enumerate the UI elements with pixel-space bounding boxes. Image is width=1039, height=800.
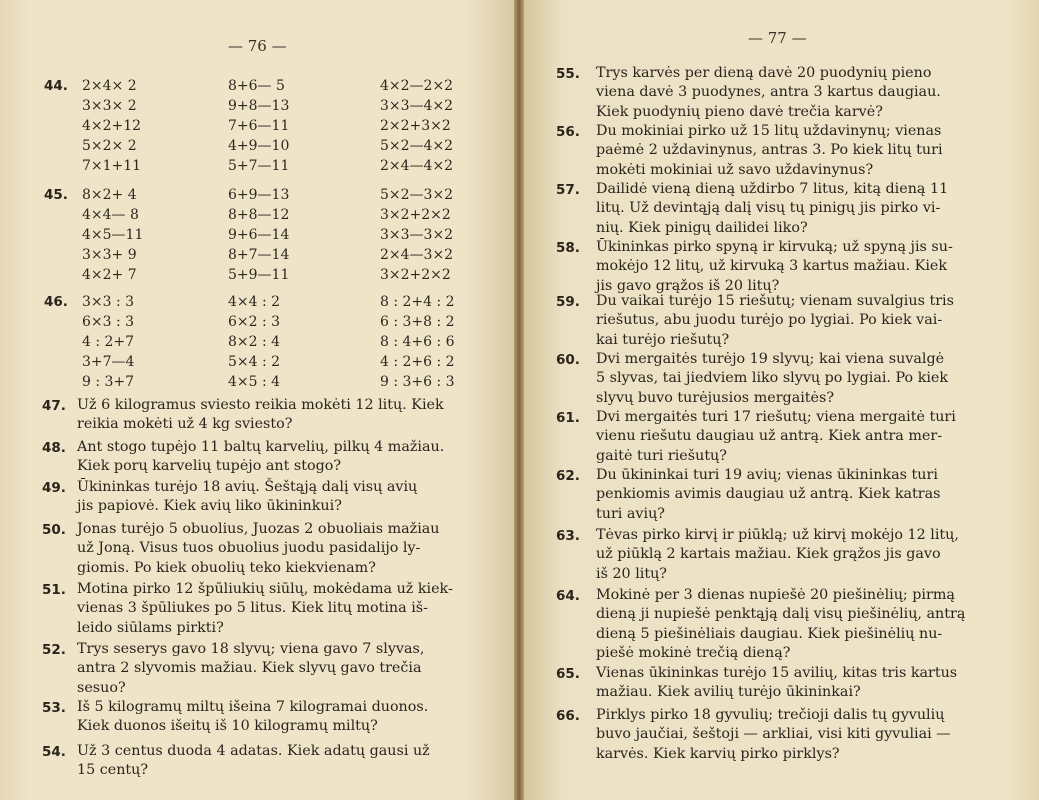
problem-text — [596, 122, 996, 180]
problem-text — [596, 586, 996, 664]
expression: 9 : 3+7 — [82, 374, 135, 390]
expression: 8+8—12 — [228, 207, 290, 223]
expression: 6×2 : 3 — [228, 314, 281, 330]
problem-line: vienas 3 špūliukes po 5 litus. Kiek litų motina iš- — [77, 600, 428, 617]
expression: 5×2—3×2 — [380, 187, 454, 203]
problem-line: Du ūkininkai turi 19 avių; vienas ūkininkas turi — [596, 467, 938, 483]
problem-line: mokėjo 12 litų, už kirvuką 3 kartus mažiau. Kiek — [596, 258, 948, 275]
problem-text — [77, 438, 477, 477]
problem-line: piešė mokinė trečią dieną? — [596, 645, 791, 662]
problem-line: giomis. Po kiek obuolių teko kiekvienam? — [77, 559, 376, 576]
problem-text — [596, 292, 996, 350]
problem-line: Kiek porų karvelių tupėjo ant stogo? — [77, 458, 342, 475]
problem-text — [596, 180, 996, 238]
expression: 4×2—2×2 — [380, 78, 454, 94]
expression: 6 : 3+8 : 2 — [380, 314, 455, 330]
expression: 8×2+ 4 — [82, 187, 137, 203]
problem-text — [596, 526, 996, 584]
expression: 9+8—13 — [228, 98, 290, 114]
problem-number: 65. — [556, 666, 580, 682]
problem-number: 57. — [556, 182, 580, 198]
exercise-number: 46. — [44, 294, 68, 310]
problem-line: nių. Kiek pinigų dailidei liko? — [596, 219, 808, 236]
problem-line: Du mokiniai pirko už 15 litų uždavinynų; vienas — [596, 123, 942, 139]
problem-number: 64. — [556, 588, 580, 604]
problem-line: Trys seserys gavo 18 slyvų; viena gavo 7 slyvas, — [77, 641, 425, 657]
problem-text — [596, 238, 996, 296]
expression: 8+7—14 — [228, 247, 290, 263]
problem-line: Jonas turėjo 5 obuolius, Juozas 2 obuoliais mažiau — [77, 521, 440, 537]
problem-line: iš 20 litų? — [596, 565, 667, 582]
problem-line: kai turėjo riešutų? — [596, 331, 730, 348]
problem-line: Mokinė per 3 dienas nupiešė 20 piešinėlių; pirmą — [596, 587, 955, 603]
problem-line: Už 6 kilogramus sviesto reikia mokėti 12 litų. Kiek — [77, 397, 444, 413]
problem-line: Kiek duonos išeitų iš 10 kilogramų miltų? — [77, 718, 378, 735]
expression: 4×4— 8 — [82, 207, 139, 223]
expression: 9 : 3+6 : 3 — [380, 374, 455, 390]
problem-line: mokėti mokiniai už savo uždavinynus? — [596, 161, 874, 178]
problem-line: Kiek puodynių pieno davė trečia karvė? — [596, 103, 883, 120]
problem-line: dieną ji nupiešė penktąją dalį visų piešinėlių, antrą — [596, 606, 966, 623]
exercise-number: 44. — [44, 78, 68, 94]
right-page-number: — 77 — — [748, 29, 807, 47]
problem-line: Trys karvės per dieną davė 20 puodynių pieno — [596, 65, 932, 81]
expression: 4+9—10 — [228, 138, 290, 154]
problem-text — [77, 742, 477, 781]
problem-line: penkiomis avimis daugiau už antrą. Kiek katras — [596, 486, 941, 503]
expression: 2×2+3×2 — [380, 118, 451, 134]
problem-line: antra 2 slyvomis mažiau. Kiek slyvų gavo trečia — [77, 660, 422, 677]
problem-text — [596, 408, 996, 466]
expression: 3×3—3×2 — [380, 227, 454, 243]
expression: 5×4 : 2 — [228, 354, 281, 370]
problem-line: dieną 5 piešinėliais daugiau. Kiek piešinėlių nu- — [596, 625, 943, 642]
expression: 7×1+11 — [82, 158, 142, 174]
problem-text — [77, 396, 477, 435]
problem-line: jis gavo grąžos iš 20 litų? — [596, 277, 780, 294]
problem-line: reikia mokėti už 4 kg sviesto? — [77, 416, 293, 433]
expression: 3+7—4 — [82, 354, 135, 370]
expression: 4×4 : 2 — [228, 294, 281, 310]
problem-text — [596, 64, 996, 122]
problem-number: 63. — [556, 528, 580, 544]
problem-line: riešutus, abu juodu turėjo po lygiai. Po kiek vai- — [596, 312, 943, 329]
expression: 4 : 2+7 — [82, 334, 135, 350]
problem-line: Vienas ūkininkas turėjo 15 avilių, kitas tris kartus — [596, 665, 958, 681]
expression: 4×5—11 — [82, 227, 144, 243]
problem-line: jis papiovė. Kiek avių liko ūkininkui? — [77, 498, 342, 515]
problem-number: 48. — [42, 440, 66, 456]
problem-line: už piūklą 2 kartais mažiau. Kiek grąžos jis gavo — [596, 546, 941, 563]
expression: 2×4—4×2 — [380, 158, 454, 174]
problem-line: vienu riešutu daugiau už antrą. Kiek antra mer- — [596, 428, 943, 445]
problem-number: 50. — [42, 522, 66, 538]
left-page-number: — 76 — — [228, 37, 287, 55]
problem-line: Tėvas pirko kirvį ir piūklą; už kirvį mokėjo 12 litų, — [596, 527, 959, 543]
problem-number: 62. — [556, 468, 580, 484]
expression: 4 : 2+6 : 2 — [380, 354, 455, 370]
problem-text — [77, 478, 477, 517]
problem-line: viena davė 3 puodynes, antra 3 kartus daugiau. — [596, 84, 941, 101]
problem-line: litų. Už devintąją dalį visų tų pinigų jis pirko vi- — [596, 200, 941, 217]
expression: 4×2+ 7 — [82, 267, 137, 283]
exercise-number: 45. — [44, 187, 68, 203]
expression: 4×2+12 — [82, 118, 142, 134]
expression: 2×4—3×2 — [380, 247, 454, 263]
problem-number: 53. — [42, 700, 66, 716]
problem-line: Už 3 centus duoda 4 adatas. Kiek adatų gausi už — [77, 743, 430, 759]
problem-line: Ūkininkas pirko spyną ir kirvuką; už spyną jis su- — [596, 239, 953, 255]
problem-line: Pirklys pirko 18 gyvulių; trečioji dalis tų gyvulių — [596, 707, 945, 723]
problem-number: 51. — [42, 582, 66, 598]
problem-line: už Joną. Visus tuos obuolius juodu pasidalijo ly- — [77, 540, 421, 557]
expression: 4×5 : 4 — [228, 374, 281, 390]
problem-number: 58. — [556, 240, 580, 256]
problem-number: 60. — [556, 352, 580, 368]
problem-text — [596, 350, 996, 408]
problem-line: mažiau. Kiek avilių turėjo ūkininkai? — [596, 684, 861, 701]
problem-number: 54. — [42, 744, 66, 760]
expression: 5×2× 2 — [82, 138, 137, 154]
expression: 3×3 : 3 — [82, 294, 135, 310]
problem-text — [77, 520, 477, 578]
problem-line: gaitė turi riešutų? — [596, 447, 727, 464]
expression: 5+9—11 — [228, 267, 290, 283]
book-gutter — [514, 0, 524, 800]
expression: 5+7—11 — [228, 158, 290, 174]
problem-line: buvo jaučiai, šeštoji — arkliai, visi kiti gyvuliai — — [596, 726, 951, 743]
problem-number: 55. — [556, 66, 580, 82]
problem-line: turi avių? — [596, 505, 665, 522]
expression: 9+6—14 — [228, 227, 290, 243]
expression: 8 : 4+6 : 6 — [380, 334, 455, 350]
expression: 6+9—13 — [228, 187, 290, 203]
problem-line: sesuo? — [77, 679, 126, 696]
problem-line: karvės. Kiek karvių pirko pirklys? — [596, 745, 840, 762]
problem-line: Iš 5 kilogramų miltų išeina 7 kilogramai duonos. — [77, 699, 429, 715]
expression: 8+6— 5 — [228, 78, 285, 94]
problem-line: Dailidė vieną dieną uždirbo 7 litus, kitą dieną 11 — [596, 181, 949, 197]
problem-line: leido siūlams pirkti? — [77, 619, 224, 636]
expression: 8 : 2+4 : 2 — [380, 294, 455, 310]
problem-text — [596, 466, 996, 524]
problem-line: Ant stogo tupėjo 11 baltų karvelių, pilkų 4 mažiau. — [77, 439, 445, 455]
problem-number: 66. — [556, 708, 580, 724]
expression: 3×3× 2 — [82, 98, 137, 114]
expression: 3×3+ 9 — [82, 247, 137, 263]
problem-text — [596, 664, 996, 703]
problem-text — [77, 640, 477, 698]
problem-text — [77, 698, 477, 737]
problem-line: 15 centų? — [77, 762, 149, 779]
expression: 3×2+2×2 — [380, 207, 451, 223]
expression: 8×2 : 4 — [228, 334, 281, 350]
problem-number: 49. — [42, 480, 66, 496]
problem-line: Dvi mergaitės turėjo 19 slyvų; kai viena suvalgė — [596, 351, 945, 367]
problem-number: 59. — [556, 294, 580, 310]
problem-line: Du vaikai turėjo 15 riešutų; vienam suvalgius tris — [596, 293, 954, 309]
problem-text — [596, 706, 996, 764]
problem-number: 52. — [42, 642, 66, 658]
problem-number: 47. — [42, 398, 66, 414]
problem-line: Ūkininkas turėjo 18 avių. Šeštąją dalį visų avių — [77, 479, 418, 495]
expression: 3×2+2×2 — [380, 267, 451, 283]
problem-line: paėmė 2 uždavinynus, antras 3. Po kiek litų turi — [596, 142, 943, 159]
problem-line: 5 slyvas, tai jiedviem liko slyvų po lygiai. Po kiek — [596, 370, 949, 387]
expression: 7+6—11 — [228, 118, 290, 134]
problem-line: slyvų buvo turėjusios mergaitės? — [596, 389, 834, 406]
expression: 2×4× 2 — [82, 78, 137, 94]
expression: 6×3 : 3 — [82, 314, 135, 330]
problem-line: Dvi mergaitės turi 17 riešutų; viena mergaitė turi — [596, 409, 956, 425]
expression: 5×2—4×2 — [380, 138, 454, 154]
expression: 3×3—4×2 — [380, 98, 454, 114]
problem-number: 56. — [556, 124, 580, 140]
problem-number: 61. — [556, 410, 580, 426]
problem-text — [77, 580, 477, 638]
problem-line: Motina pirko 12 špūliukių siūlų, mokėdama už kiek- — [77, 581, 453, 597]
